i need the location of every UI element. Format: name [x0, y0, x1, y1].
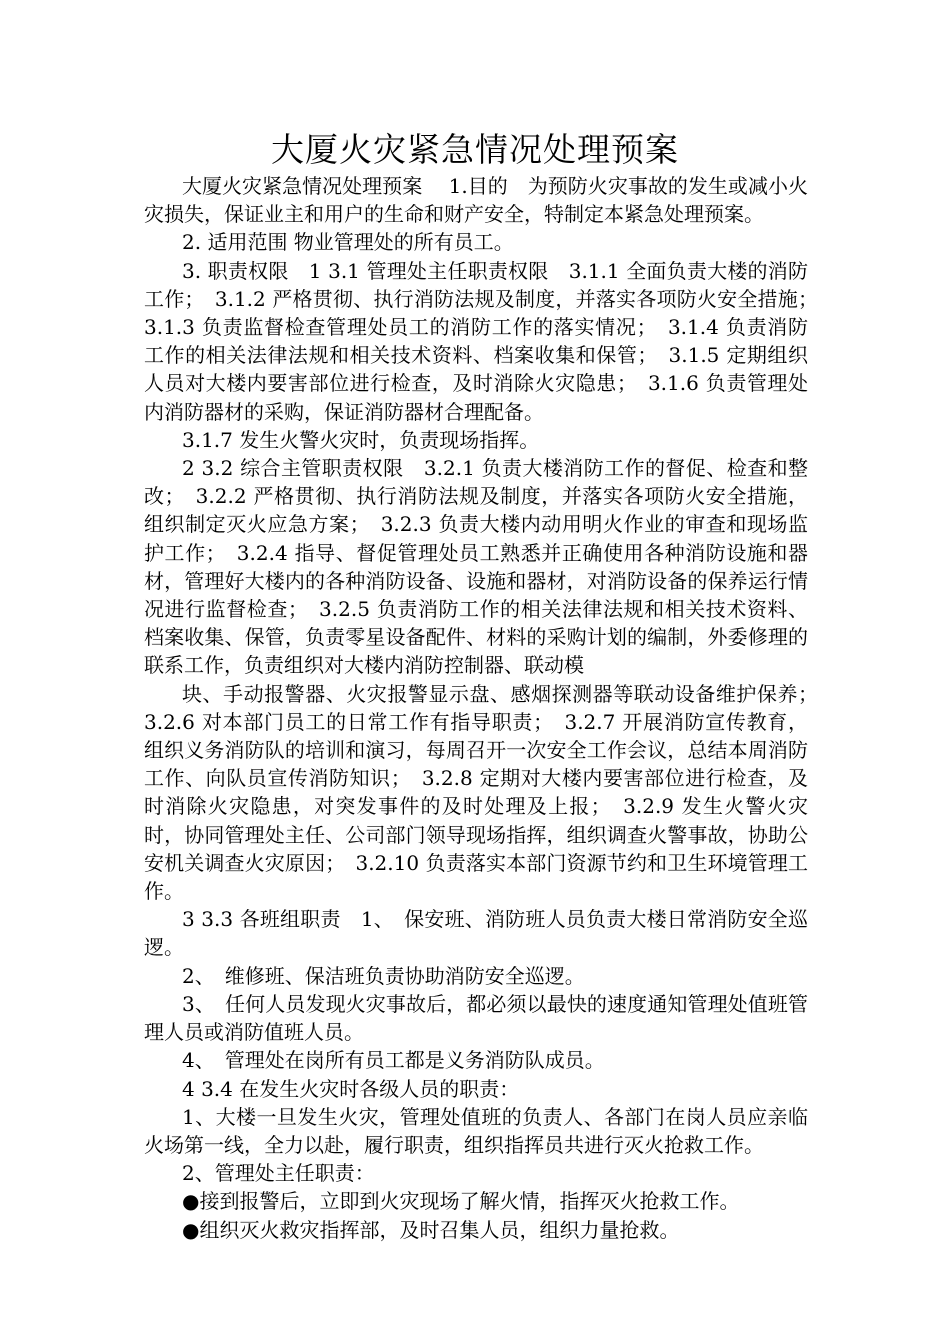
bullet-item: ●组织灭火救灾指挥部，及时召集人员，组织力量抢救。 [182, 1217, 680, 1242]
paragraph-purpose: 大厦火灾紧急情况处理预案 1.目的 为预防火灾事故的发生或减小火灾损失，保证业主和用户的生命和财产安全，特制定本紧急处理预案。 [144, 174, 808, 227]
paragraph-team-duty-2: 2、 维修班、保洁班负责协助消防安全巡逻。 [182, 963, 585, 988]
paragraph-responsibilities-supervisor: 2 3.2 综合主管职责权限 3.2.1 负责大楼消防工作的督促、检查和整改； 3.2.2 严格贯彻、执行消防法规及制度，并落实各项防火安全措施，组织制定灭火应急方案； 3.2.3 负责大楼内动用明火作业的审查和现场监护工作； 3.2.4 指导、督促管理处员工熟悉并正确使用各种消防设施和器材，管理好大楼内的各种消防设备、设施和器材，对消防设备的保养运行情况进行监督检查； 3.2.5 负责消防工作的相关法律法规和相关技术资料、档案收集、保管，负责零星设备配件、材料的采购计划的编制，外委修理的联系工作，负责组织对大楼内消防控制器、联动模 [144, 456, 808, 678]
paragraph-team-duty-3: 3、 任何人员发现火灾事故后，都必须以最快的速度通知管理处值班管理人员或消防值班人员。 [144, 991, 808, 1045]
paragraph-responsibilities-director: 3. 职责权限 1 3.1 管理处主任职责权限 3.1.1 全面负责大楼的消防工作； 3.1.2 严格贯彻、执行消防法规及制度，并落实各项防火安全措施； 3.1.3 负责监督检查管理处员工的消防工作的落实情况； 3.1.4 负责消防工作的相关法律法规和相关技术资料、档案收集和保管； 3.1.5 定期组织人员对大楼内要害部位进行检查，及时消除火灾隐患； 3.1.6 负责管理处内消防器材的采购，保证消防器材合理配备。 [144, 258, 828, 424]
paragraph-scope: 2. 适用范围 物业管理处的所有员工。 [182, 230, 514, 255]
document-title: 大厦火灾紧急情况处理预案 [271, 130, 679, 169]
paragraph-3-1-7: 3.1.7 发生火警火灾时，负责现场指挥。 [182, 427, 540, 452]
paragraph-fire-duty-1: 1、大楼一旦发生火灾，管理处值班的负责人、各部门在岗人员应亲临火场第一线，全力以赴，履行职责，组织指挥员共进行灭火抢救工作。 [144, 1104, 808, 1157]
paragraph-team-duties: 3 3.3 各班组职责 1、 保安班、消防班人员负责大楼日常消防安全巡逻。 [144, 907, 808, 960]
paragraph-fire-duties-heading: 4 3.4 在发生火灾时各级人员的职责： [182, 1076, 520, 1101]
paragraph-director-duties-heading: 2、管理处主任职责： [182, 1161, 375, 1186]
document-body [144, 172, 828, 1244]
paragraph-supervisor-continued: 块、手动报警器、火灾报警显示盘、感烟探测器等联动设备维护保养； 3.2.6 对本部门员工的日常工作有指导职责； 3.2.7 开展消防宣传教育，组织义务消防队的培训和演习，每周召开一次安全工作会议，总结本周消防工作、向队员宣传消防知识； 3.2.8 定期对大楼内要害部位进行检查，及时消除火灾隐患，对突发事件的及时处理及上报； 3.2.9 发生火警火灾时，协同管理处主任、公司部门领导现场指挥，组织调查火警事故，协助公安机关调查火灾原因； 3.2.10 负责落实本部门资源节约和卫生环境管理工作。 [144, 681, 828, 904]
paragraph-team-duty-4: 4、 管理处在岗所有员工都是义务消防队成员。 [182, 1048, 605, 1073]
bullet-item: ●接到报警后，立即到火灾现场了解火情，指挥灭火抢救工作。 [182, 1189, 740, 1214]
